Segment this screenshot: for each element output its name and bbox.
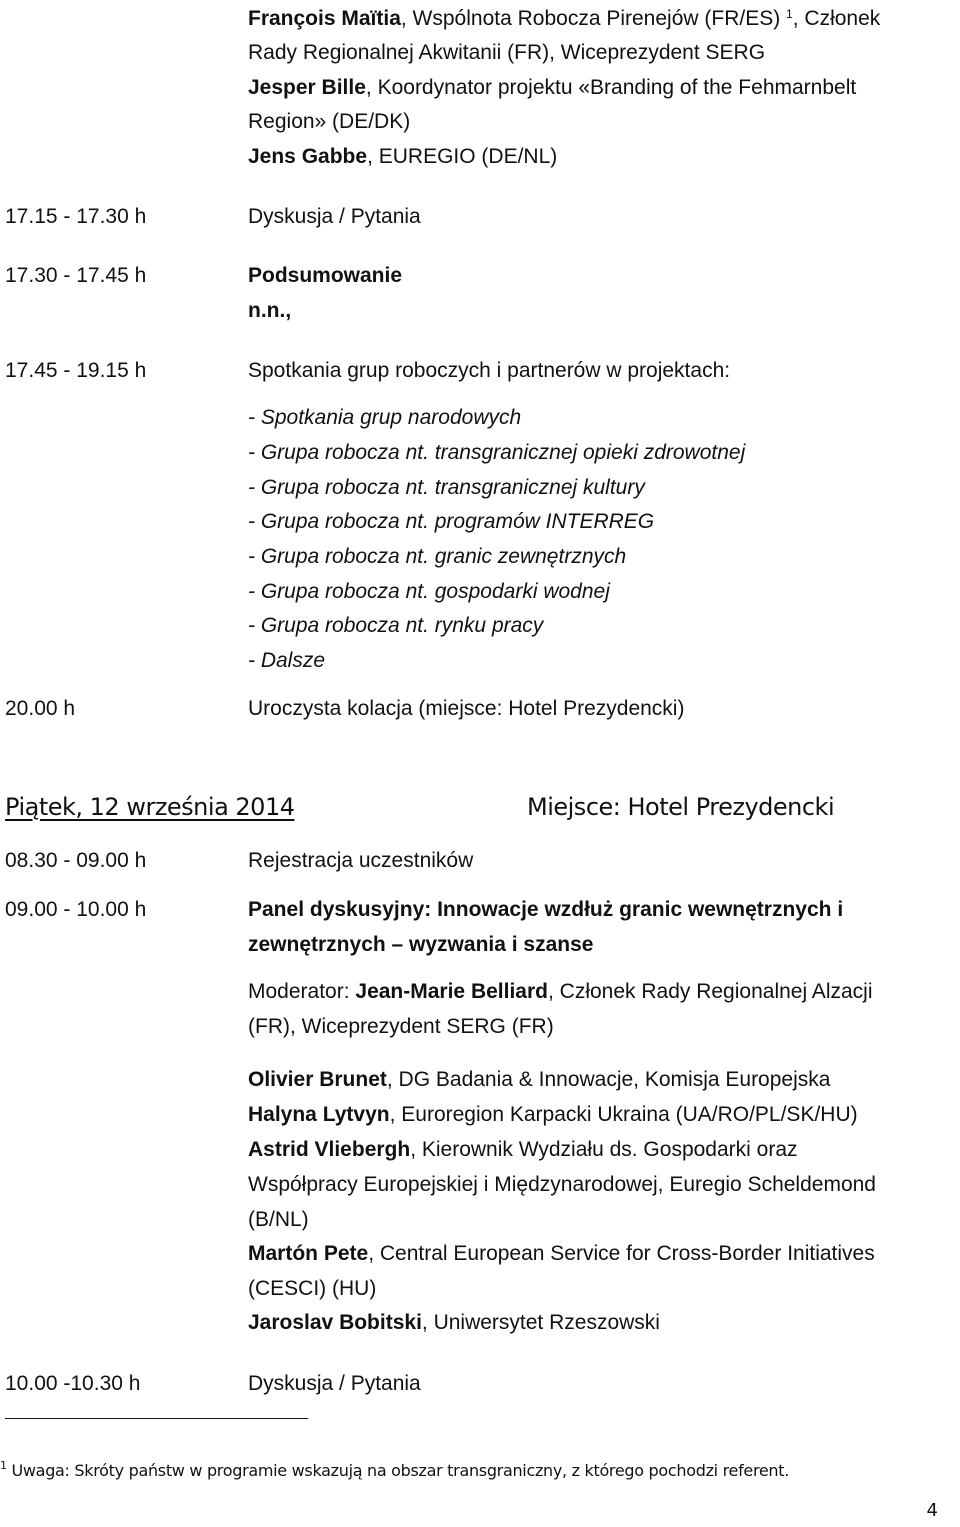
list-item: - Grupa robocza nt. gospodarki wodnej <box>248 580 610 603</box>
footnote-ref: 1 <box>786 7 793 21</box>
moderator-affiliation: , Członek Rady Regionalnej Alzacji <box>547 980 873 1003</box>
list-item: - Spotkania grup narodowych <box>248 406 522 429</box>
panel-speaker <box>248 1305 660 1340</box>
time-slot: 10.00 -10.30 h <box>5 1372 141 1395</box>
speaker-affiliation: , Uniwersytet Rzeszowski <box>421 1311 660 1334</box>
session-speaker: n.n., <box>248 299 292 322</box>
speaker-name: Jesper Bille <box>248 76 366 99</box>
speaker-affiliation-cont: Współpracy Europejskiej i Międzynarodowej, Euregio Scheldemond <box>248 1173 876 1196</box>
speaker-maitia-cont: Rady Regionalnej Akwitanii (FR), Wiceprezydent SERG <box>248 41 766 64</box>
footnote <box>0 1460 789 1482</box>
list-item: - Grupa robocza nt. transgranicznej opieki zdrowotnej <box>248 441 746 464</box>
panel-speaker <box>248 1062 830 1097</box>
speaker-affiliation: , Wspólnota Robocza Pirenejów (FR/ES) <box>400 7 787 30</box>
panel-speaker <box>248 1236 875 1271</box>
page-number: 4 <box>926 1500 938 1521</box>
speaker-affiliation-cont: (CESCI) (HU) <box>248 1277 377 1300</box>
panel-title: Panel dyskusyjny: Innowacje wzdłuż granic wewnętrznych i <box>248 898 844 921</box>
speaker-affiliation: , Central European Service for Cross-Border Initiatives <box>368 1242 875 1265</box>
speaker-name: Jaroslav Bobitski <box>248 1311 422 1334</box>
list-item: - Grupa robocza nt. rynku pracy <box>248 614 544 637</box>
speaker-name: Jens Gabbe <box>248 145 368 168</box>
time-slot: 17.15 - 17.30 h <box>5 205 147 228</box>
time-slot: 20.00 h <box>5 697 76 720</box>
day-heading-date: Piątek, 12 września 2014 <box>5 793 295 821</box>
time-slot: 17.30 - 17.45 h <box>5 264 147 287</box>
speaker-name: Halyna Lytvyn <box>248 1103 390 1126</box>
speaker-gabbe <box>248 139 557 174</box>
day-heading-venue: Miejsce: Hotel Prezydencki <box>527 793 835 821</box>
time-slot: 09.00 - 10.00 h <box>5 898 147 921</box>
session-title: Podsumowanie <box>248 264 403 287</box>
list-item: - Dalsze <box>248 649 326 672</box>
list-item: - Grupa robocza nt. transgranicznej kultury <box>248 476 645 499</box>
panel-title-cont: zewnętrznych – wyzwania i szanse <box>248 933 594 956</box>
session-title: Rejestracja uczestników <box>248 849 474 872</box>
list-item: - Grupa robocza nt. programów INTERREG <box>248 510 655 533</box>
speaker-affiliation: , Kierownik Wydziału ds. Gospodarki oraz <box>410 1138 798 1161</box>
speaker-bille <box>248 70 856 105</box>
time-slot: 17.45 - 19.15 h <box>5 359 147 382</box>
panel-speaker <box>248 1097 858 1132</box>
moderator-name: Jean-Marie Belliard <box>355 980 548 1003</box>
speaker-affiliation: , Koordynator projektu «Branding of the Fehmarnbelt <box>365 76 857 99</box>
session-title: Spotkania grup roboczych i partnerów w projektach: <box>248 359 731 382</box>
session-title: Dyskusja / Pytania <box>248 205 421 228</box>
list-item: - Grupa robocza nt. granic zewnętrznych <box>248 545 627 568</box>
speaker-maitia <box>248 1 880 36</box>
session-title: Uroczysta kolacja (miejsce: Hotel Prezydencki) <box>248 697 685 720</box>
speaker-name: Olivier Brunet <box>248 1068 387 1091</box>
footnote-text: Uwaga: Skróty państw w programie wskazują na obszar transgraniczny, z którego pochodzi referent. <box>6 1461 790 1480</box>
time-slot: 08.30 - 09.00 h <box>5 849 147 872</box>
speaker-affiliation: , DG Badania & Innowacje, Komisja Europejska <box>386 1068 831 1091</box>
speaker-affiliation-tail: , Członek <box>792 7 881 30</box>
speaker-affiliation: , EUREGIO (DE/NL) <box>367 145 558 168</box>
speaker-bille-cont: Region» (DE/DK) <box>248 110 411 133</box>
session-title: Dyskusja / Pytania <box>248 1372 421 1395</box>
speaker-name: Astrid Vliebergh <box>248 1138 411 1161</box>
footnote-number: 1 <box>0 1459 7 1472</box>
speaker-affiliation: , Euroregion Karpacki Ukraina (UA/RO/PL/SK/HU) <box>389 1103 858 1126</box>
footnote-separator <box>5 1418 308 1419</box>
speaker-name: François Maïtia <box>248 7 401 30</box>
speaker-name: Martón Pete <box>248 1242 369 1265</box>
moderator-cont: (FR), Wiceprezydent SERG (FR) <box>248 1015 554 1038</box>
moderator-label: Moderator: <box>248 980 356 1003</box>
speaker-affiliation-cont: (B/NL) <box>248 1208 309 1231</box>
panel-speaker <box>248 1132 798 1167</box>
moderator <box>248 974 873 1009</box>
